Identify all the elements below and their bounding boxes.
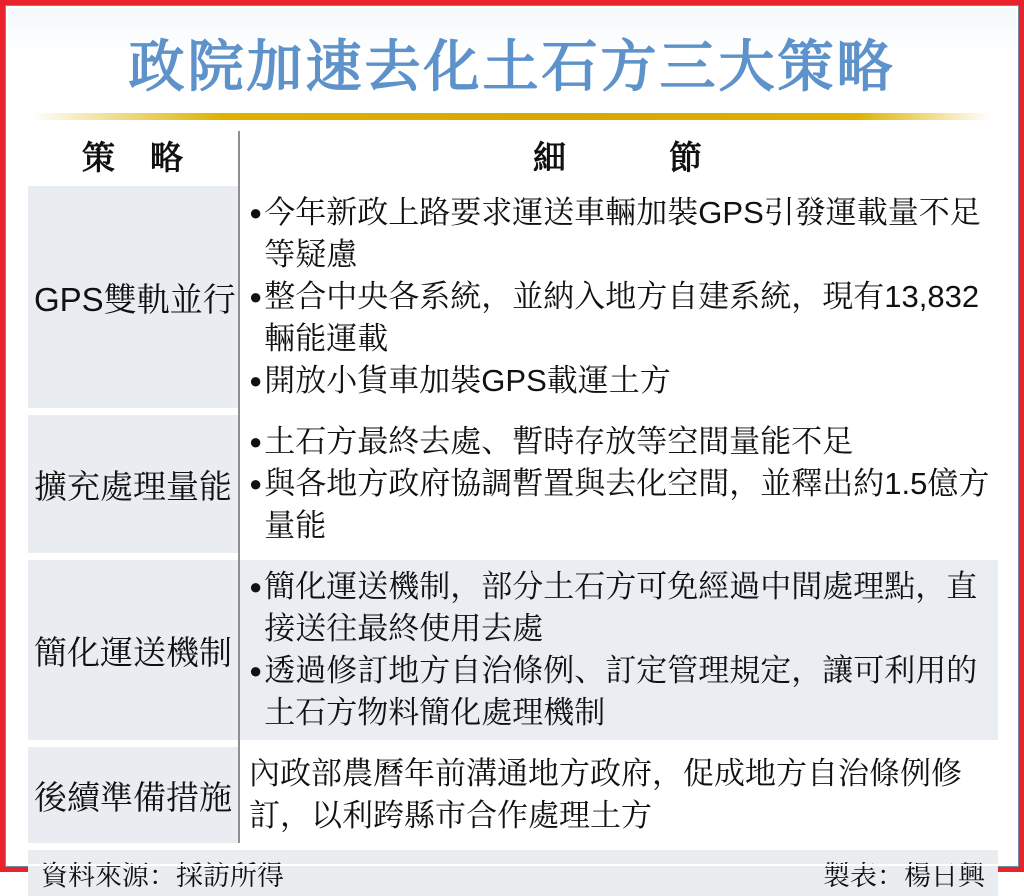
strategy-cell: 擴充處理量能 [28,415,238,553]
table-row-followup [28,747,998,843]
gold-divider-rule [30,113,990,120]
bullet-text: 透過修訂地方自治條例、訂定管理規定，讓可利用的土石方物料簡化處理機制 [264,653,978,730]
detail-text: 內政部農曆年前溝通地方政府，促成地方自治條例修訂，以利跨縣市合作處理土方 [249,756,962,833]
strategy-cell: 後續準備措施 [28,747,238,843]
bullet-item [249,192,992,276]
page-title: 政院加速去化土石方三大策略 [128,35,896,98]
column-header-detail: 細 節 [533,138,703,176]
bullet-text: 開放小貨車加裝GPS載運土方 [264,363,671,398]
detail-cell [238,415,998,553]
bullet-icon: ● [249,368,263,393]
bullet-item [249,421,992,463]
bullet-icon: ● [249,658,263,683]
bullet-item [249,276,992,360]
bullet-text: 簡化運送機制，部分土石方可免經過中間處理點，直接送往最終使用去處 [264,569,978,646]
bullet-item [249,650,992,734]
bullet-text: 今年新政上路要求運送車輛加裝GPS引發運載量不足等疑慮 [264,195,981,272]
column-header-strategy: 策 略 [82,138,184,176]
bullet-text: 整合中央各系統，並納入地方自建系統，現有13,832輛能運載 [264,279,980,356]
inner-frame [5,5,1019,891]
bullet-icon: ● [249,429,263,454]
strategy-cell: GPS雙軌並行 [28,186,238,408]
bullet-item [249,566,992,650]
strategy-cell: 簡化運送機制 [28,560,238,740]
bullet-icon: ● [249,574,263,599]
table-row-simplify [28,560,998,740]
column-divider-line [238,131,240,843]
detail-cell [238,560,998,740]
table-header-row [28,131,998,179]
bullet-icon: ● [249,200,263,225]
bullet-item [249,463,992,547]
detail-cell [238,747,998,843]
table-row-capacity [28,415,998,553]
bullet-text: 與各地方政府協調暫置與去化空間，並釋出約1.5億方量能 [264,466,990,543]
bullet-icon: ● [249,284,263,309]
credit-label: 製表：楊日興 [823,860,985,891]
source-label: 資料來源：採訪所得 [41,860,284,891]
bullet-text: 土石方最終去處、暫時存放等空間量能不足 [264,424,854,459]
bullet-icon: ● [249,471,263,496]
strategy-table [28,131,998,843]
detail-cell [238,186,998,408]
table-row-gps [28,186,998,408]
footer-bar [28,850,998,896]
bullet-item [249,360,992,402]
